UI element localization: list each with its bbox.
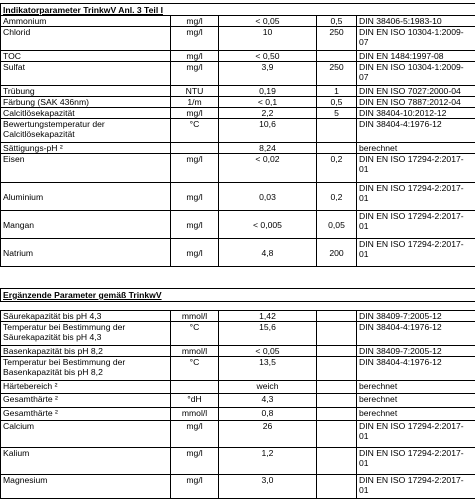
table-row [1, 408, 475, 421]
limit-value [317, 421, 357, 448]
table-row [1, 322, 475, 346]
unit: mg/l [171, 108, 219, 119]
measured-value: < 0,02 [219, 154, 317, 183]
measured-value: 3,9 [219, 62, 317, 86]
table-row [1, 346, 475, 357]
test-method: DIN 38404-4:1976-12 [357, 357, 475, 381]
measured-value: 2,2 [219, 108, 317, 119]
measured-value: 1,2 [219, 448, 317, 475]
unit [171, 381, 219, 394]
table-row [1, 51, 475, 62]
table-row [1, 421, 475, 448]
measured-value: 0,8 [219, 408, 317, 421]
table-row [1, 357, 475, 381]
parameter-name: Temperatur bei Bestimmung der Säurekapazität bis pH 4,3 [1, 322, 171, 346]
limit-value: 1 [317, 86, 357, 97]
section-title: Ergänzende Parameter gemäß TrinkwV [1, 289, 475, 302]
table-row [1, 119, 475, 143]
unit: °C [171, 119, 219, 143]
table-row [1, 381, 475, 394]
unit: mg/l [171, 62, 219, 86]
test-method: berechnet [357, 394, 475, 408]
limit-value [317, 51, 357, 62]
limit-value: 0,5 [317, 16, 357, 27]
measured-value: 10 [219, 27, 317, 51]
measured-value: 1,42 [219, 311, 317, 322]
parameter-name: Bewertungstemperatur der Calcitlösekapazität [1, 119, 171, 143]
test-method: DIN 38409-7:2005-12 [357, 311, 475, 322]
unit: °C [171, 357, 219, 381]
measured-value: < 0,05 [219, 16, 317, 27]
test-method: berechnet [357, 143, 475, 154]
limit-value: 0,2 [317, 154, 357, 183]
parameter-name: Magnesium [1, 475, 171, 499]
parameter-name: Ammonium [1, 16, 171, 27]
parameter-name: TOC [1, 51, 171, 62]
unit [171, 143, 219, 154]
test-method: DIN EN ISO 10304-1:2009-07 [357, 27, 475, 51]
limit-value [317, 119, 357, 143]
table-row [1, 394, 475, 408]
parameter-name: Eisen [1, 154, 171, 183]
limit-value [317, 311, 357, 322]
test-method: DIN 38404-10:2012-12 [357, 108, 475, 119]
unit: mmol/l [171, 408, 219, 421]
unit: °C [171, 322, 219, 346]
section-title: Indikatorparameter TrinkwV Anl. 3 Teil I [1, 4, 475, 16]
unit: mg/l [171, 211, 219, 239]
test-method: DIN EN ISO 17294-2:2017-01 [357, 448, 475, 475]
parameter-name: Kalium [1, 448, 171, 475]
unit: mg/l [171, 154, 219, 183]
table-row [1, 211, 475, 239]
unit: mmol/l [171, 346, 219, 357]
test-method: DIN EN ISO 17294-2:2017-01 [357, 183, 475, 211]
parameter-name: Gesamthärte ² [1, 394, 171, 408]
limit-value: 0,2 [317, 183, 357, 211]
test-method: DIN EN ISO 17294-2:2017-01 [357, 475, 475, 499]
limit-value [317, 394, 357, 408]
unit: 1/m [171, 97, 219, 108]
test-method: DIN EN ISO 17294-2:2017-01 [357, 211, 475, 239]
table-row [1, 16, 475, 27]
section-spacer [1, 302, 475, 311]
measured-value: 4,3 [219, 394, 317, 408]
measured-value: 3,0 [219, 475, 317, 499]
test-method: DIN EN ISO 17294-2:2017-01 [357, 239, 475, 267]
parameter-name: Färbung (SAK 436nm) [1, 97, 171, 108]
parameter-name: Chlorid [1, 27, 171, 51]
parameter-name: Sättigungs-pH ² [1, 143, 171, 154]
test-method: berechnet [357, 408, 475, 421]
limit-value [317, 357, 357, 381]
measured-value: < 0,1 [219, 97, 317, 108]
limit-value [317, 143, 357, 154]
measured-value: < 0,50 [219, 51, 317, 62]
test-method: berechnet [357, 381, 475, 394]
parameter-name: Aluminium [1, 183, 171, 211]
table-row [1, 97, 475, 108]
measured-value: 0,03 [219, 183, 317, 211]
measured-value: 26 [219, 421, 317, 448]
limit-value [317, 408, 357, 421]
parameter-name: Calcium [1, 421, 171, 448]
parameter-name: Mangan [1, 211, 171, 239]
unit: mg/l [171, 239, 219, 267]
table-row [1, 143, 475, 154]
measured-value: 10,6 [219, 119, 317, 143]
table-row [1, 27, 475, 51]
limit-value: 200 [317, 239, 357, 267]
unit: mg/l [171, 183, 219, 211]
limit-value [317, 381, 357, 394]
test-method: DIN EN ISO 7027:2000-04 [357, 86, 475, 97]
table-row [1, 311, 475, 322]
unit: °dH [171, 394, 219, 408]
unit: mmol/l [171, 311, 219, 322]
table-row [1, 475, 475, 499]
limit-value: 250 [317, 62, 357, 86]
supplementary-parameters-table [0, 288, 475, 499]
test-method: DIN EN ISO 7887:2012-04 [357, 97, 475, 108]
unit: mg/l [171, 51, 219, 62]
limit-value [317, 475, 357, 499]
unit: NTU [171, 86, 219, 97]
limit-value: 5 [317, 108, 357, 119]
test-method: DIN EN ISO 17294-2:2017-01 [357, 421, 475, 448]
limit-value [317, 322, 357, 346]
table-row [1, 62, 475, 86]
test-method: DIN EN 1484:1997-08 [357, 51, 475, 62]
measured-value: 15,6 [219, 322, 317, 346]
limit-value: 0,5 [317, 97, 357, 108]
parameter-name: Natrium [1, 239, 171, 267]
limit-value: 250 [317, 27, 357, 51]
parameter-name: Temperatur bei Bestimmung der Basenkapazität bis pH 8,2 [1, 357, 171, 381]
unit: mg/l [171, 16, 219, 27]
table-row [1, 86, 475, 97]
table-row [1, 448, 475, 475]
table-row [1, 108, 475, 119]
measured-value: < 0,05 [219, 346, 317, 357]
measured-value: 13,5 [219, 357, 317, 381]
measured-value: 4,8 [219, 239, 317, 267]
limit-value: 0,05 [317, 211, 357, 239]
measured-value: 8,24 [219, 143, 317, 154]
indicator-parameters-table [0, 3, 475, 267]
test-method: DIN 38404-4:1976-12 [357, 119, 475, 143]
test-method: DIN 38406-5:1983-10 [357, 16, 475, 27]
parameter-name: Trübung [1, 86, 171, 97]
unit: mg/l [171, 448, 219, 475]
parameter-name: Basenkapazität bis pH 8,2 [1, 346, 171, 357]
parameter-name: Härtebereich ² [1, 381, 171, 394]
parameter-name: Sulfat [1, 62, 171, 86]
measured-value: < 0,005 [219, 211, 317, 239]
table-row [1, 154, 475, 183]
table-row [1, 239, 475, 267]
measured-value: 0,19 [219, 86, 317, 97]
measured-value: weich [219, 381, 317, 394]
unit: mg/l [171, 27, 219, 51]
test-method: DIN 38404-4:1976-12 [357, 322, 475, 346]
limit-value [317, 448, 357, 475]
parameter-name: Calcitlösekapazität [1, 108, 171, 119]
parameter-name: Säurekapazität bis pH 4,3 [1, 311, 171, 322]
test-method: DIN EN ISO 17294-2:2017-01 [357, 154, 475, 183]
limit-value [317, 346, 357, 357]
table-row [1, 183, 475, 211]
unit: mg/l [171, 421, 219, 448]
unit: mg/l [171, 475, 219, 499]
test-method: DIN 38409-7:2005-12 [357, 346, 475, 357]
test-method: DIN EN ISO 10304-1:2009-07 [357, 62, 475, 86]
parameter-name: Gesamthärte ² [1, 408, 171, 421]
